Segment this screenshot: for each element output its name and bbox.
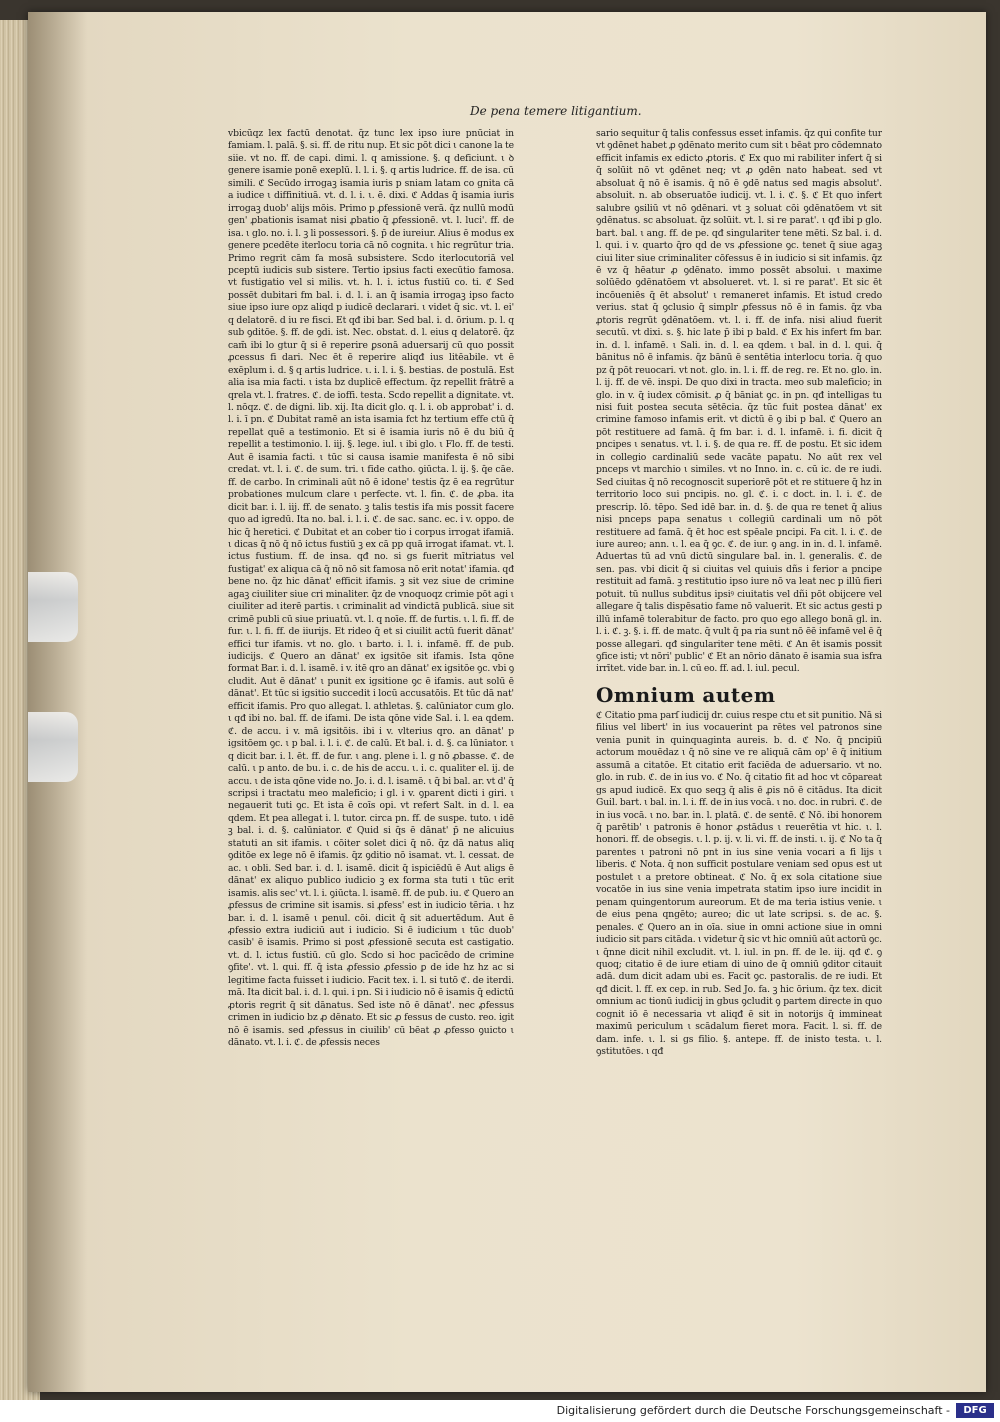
section-initial-heading: Omnium autem [596, 682, 776, 707]
running-head: De pena temere litigantium. [470, 104, 642, 118]
text-column-right [596, 128, 882, 1163]
paragraph: vbicūqz lex factū denotat. q̄z tunc lex ipso iure pnūciat in famiam. l. palā. §. si. ff. de ritu nup. Et sic pōt dici ι canone la te siie. vt no. ff. de capi. dimi. l. q amissione. §. q deficiunt. ι ꝺ genere isamie ponē exeplū. l. l. i. §. q artis ludrice. ff. de isa. cū simili. ℭ Secūdo irrogaꝫ isamia iuris p sniam latam co gnita cā a iudice ι diffinitiuā. vt. d. l. i. ι. ē. dixi. ℭ Addas q̄ isamia iuris irrogaꝫ duob' alijs mōis. Primo p ꝓfessionē verā. q̄z nullū modū gen' ꝓbationis isamat nisi ꝓbatio q̄ ꝓfessionē. vt. l. luci'. ff. de isa. ι glo. no. i. l. ꝫ li possessori. §. p̄ de iureiur. Alius ē modus ex genere pcedēte iterlocu toria cā nō cognita. ι hic regrūtur tria. Primo regrit cām fa mosā subsistere. Scdo iterlocutoriā vel pceptū iudicis sub sistere. Tertio ipsius facti execūtio famosa. vt fustigatio vel si milis. vt. h. l. i. ictus fustiū co. ti. ℭ Sed possēt dubitari fm bal. i. d. l. i. an q̄ isamia irrogaꝫ ipso facto siue ipso iure opz aliqd p iudicē declarari. ι videt q̄ sic. vt. l. ei' q delatorē. d iu re fisci. Et qđ ibi bar. Sed bal. i. d. ōrium. p. l. q sub ꝯditōe. §. ff. de ꝯdi. ist. Nec. obstat. d. l. eius q delatorē. q̄z cam̄ ibi lo gtur q̄ si ē reperire ꝑsonā aduersarij cū quo possit ꝓcessus fi dari. Nec ēt ē reperire aliqđ ius litēabile. vt ē exēplum i. d. § q artis ludrice. ι. i. l. i. §. bestias. de postulā. Est alia isa mia facti. ι ista bz duplicē effectum. q̄z repellit frātrē a qrela vt. l. fratres. ℭ. de ioffi. testa. Scdo repellit a dignitate. vt. l. nōqz. ℭ. de digni. lib. xij. Ita dicit glo. q. l. i. ob approbat' i. d. l. i. ī pn. ℭ Dubitat ramē an ista isamia fct hz tertium effe ctū q̄ repellat quē a testimonio. Et si ē isamia iuris nō ē du biū q̄ repellit a testimonio. l. iij. §. lege. iul. ι ibi glo. ι Flo. ff. de testi. Aut ē isamia facti. ι tūc si causa isamie manifesta ē nō sibi credat. vt. l. i. ℭ. de sum. tri. ι fide catho. ꝯiūcta. l. ij. §. q̄e cāe. ff. de carbo. In criminali aūt nō ē idone' testis q̄z ē ea regrūtur probationes mulcum clare ι perfecte. vt. l. fin. ℭ. de ꝓba. ita dicit bar. i. l. iij. ff. de senato. ꝫ talis testis ifa mis possit facere quo ad igredū. Ita no. bal. i. l. i. ℭ. de sac. sanc. ec. i v. oppo. de hic q̄ heretici. ℭ Dubitat et an cober tio i corpus irrogat ifamiā. ι dicas q̄ nō q̄ nō ictus fustiū ꝫ ex cā pp quā irrogat ifamat. vt. l. ictus fustium. ff. de insa. qđ no. si gs fuerit mītriatus vel fustigat' ex aliqua cā q̄ nō nō sit famosa nō erit notat' ifamia. qđ bene no. q̄z hic dānat' efficit ifamis. ꝫ sit vez siue de crimine agaꝫ ciuiliter siue cri minaliter. q̄z de vnoquoqz crimie pōt agi ι ciuiliter ad iterē partis. ι criminalit ad vindictā publicā. siue sit crimē publi cū siue priuatū. vt. l. q noīe. ff. de furtis. ι. l. fi. ff. de fur. ι. l. fi. ff. de iiurijs. Et rideo q̄ et si ciuilit actū fuerit dānat' effici tur ifamis. vt no. glo. ι barto. i. l. i. infamē. ff. de pub. iudicijs. ℭ Quero an dānat' ex igsitōe sit ifamis. Ista qōne format Bar. i. d. l. isamē. i v. itē qro an dānat' ex igsitōe ꝯc. vbi ꝯ cludit. Aut ē dānat' ι punit ex igsitione ꝯc ē ifamis. aut solū ē dānat'. Et tūc si igsitio succedit i locū accusatōis. Et tūc dā nat' efficit ifamis. Pro quo allegat. l. athletas. §. calūniator cum glo. ι qđ ibi no. bal. ff. de ifami. De ista qōne vide Sal. i. l. ea qdem. ℭ. de accu. i v. mā igsitōis. ibi i v. vlterius qro. an dānat' p igsitōem ꝯc. ι p bal. i. l. i. ℭ. de calū. Et bal. i. d. §. ca lūniator. ι q dicit bar. i. l. ēt. ff. de fur. ι ang. plene i. l. g nō ꝓbasse. ℭ. de calū. ι p anto. de bu. i. c. de his de accu. ι. i. c. qualiter el. ij. de accu. ι de ista qōne vide no. Jo. i. d. l. isamē. ι q̄ bi bal. ar. vt d' q̄ scripsi i tractatu meo maleficio; i gl. i v. ꝯparent dicti i giri. ι negauerit tuti ꝯc. Et ista ē coīs opi. vt refert Salt. in d. l. ea qdem. Et pea allegat i. l. tutor. circa pn. ff. de suspe. tuto. ι idē ꝫ bal. i. d. §. calūniator. ℭ Quid si q̄s ē dānat' p̄ ne alicuius statuti an sit ifamis. ι cōiter solet dici q̄ nō. q̄z dā natus aliq ꝯditōe ex lege nō ē ifamis. q̄z ꝯditio nō isamat. vt. l. cessat. de ac. ι obli. Sed bar. i. d. l. isamē. dicit q̄ ispiciēdū ē Aut aligs ē dānat' ex aliquo publico iudicio ꝫ ex forma sta tuti ι tūc erit isamis. alis sec' vt. l. i. ꝯiūcta. l. isamē. ff. de pub. iu. ℭ Quero an ꝓfessus de crimine sit isamis. si ꝓfess' est in iudicio tēria. ι hz bar. i. d. l. isamē ι penul. cōi. dicit q̄ sit aduertēdum. Aut ē ꝓfessio extra iudiciū aut i iudicio. Si ē iudicium ι tūc duob' casib' ē isamis. Primo si post ꝓfessionē secuta est castigatio. vt. d. l. ictus fustiū. cū glo. Scdo si hoc pacīcēdo de crimine ꝯfite'. vt. l. qui. ff. q̄ ista ꝓfessio ꝓfessio ꝑ de ide hz hz ac si legitime facta fuisset i iudicio. Facit tex. i. l. si tutō ℭ. de iterdi. mā. Ita dicit bal. i. d. l. qui. i pn. Si i iudicio nō ē isamis q̄ edictū ꝓtoris regrit q̄ sit dānatus. Sed iste nō ē dānat'. nec ꝓfessus crimen in iudicio bz ꝓ dēnato. Et sic ꝓ fessus de custo. reo. igit nō ē isamis. sed ꝓfessus in ciuilib' cū bēat ꝓ ꝓfesso ꝯuicto ι dānato. vt. l. i. ℭ. de ꝓfessis neces [228, 128, 514, 1049]
paragraph: ℭ Citatio pma parſ iudicij dr. cuius respe ctu et sit punitio. Nā si filius vel libert' in ius vocauerint pa rētes vel patronos sine venia punit in quinquaginta aureis. b. d. ℭ No. q̄ pncipiū actorum mouēdaz ι q̄ nō sine ve re aliquā cām op' ē q̄ initium assumā a citatōe. Et citatio erit faciēda de aduersario. vt no. glo. in rub. ℭ. de in ius vo. ℭ No. q̄ citatio fit ad hoc vt cōpareat gs apud iudicē. Ex quo seqꝫ q̄ alis ē ꝓis nō ē citādus. Ita dicit Guil. bart. ι bal. in. l. i. ff. de in ius vocā. ι no. doc. in rubri. ℭ. de in ius vocā. ι no. bar. in. l. platā. ℭ. de sentē. ℭ Nō. ibi honorem q̄ parētib' ι patronis ē honor ꝓstādus ι reuerētia vt hic. ι. l. honori. ff. de obsegis. ι. l. p. ij. v. li. vi. ff. de insti. ι. ij. ℭ No ta q̄ parentes ι patroni nō pnt in ius sine venia vocari a fi lijs ι liberis. ℭ Nota. q̄ non sufficit postulare veniam sed opus est ut postulet ι a pretore obtineat. ℭ No. q̄ ex sola citatione siue vocatōe in ius sine venia impetrata statim ipso iure incidit in penam quingentorum aureorum. Et de ma teria istius venie. ι de eius pena qngēto; aureo; dic ut late scripsi. s. de ac. §. penales. ℭ Quero an in oīa. siue in omni actione siue in omni iudicio sit pars citāda. ι videtur q̄ sic vt hic omniū aūt actorū ꝯc. ι q̄nne dicit nihil excludit. vt. l. iul. in pn. ff. de le. iij. qđ ℭ. ꝯ quoq; citatio ē de iure etiam di uino de q̄ omniū ꝯditor citauit adā. dum dicit adam ubi es. Facit ꝯc. pastoralis. de re iudi. Et qđ dicit. l. ff. ex cep. in rub. Sed Jo. fa. ꝫ hic ōrium. q̄z tex. dicit omnium ac tionū iudicij in gbus ꝯcludit ꝯ partem directe in quo cognit iō ē necessaria vt aliqđ ē sit in notorijs q̄ immineat maximū periculum ι scādalum fieret mora. Facit. l. si. ff. de dam. infe. ι. l. si gs filio. §. antepe. ff. de inisto testa. ι. l. ꝯstitutōes. ι qđ [596, 709, 882, 1058]
digitization-footer [0, 1400, 1000, 1422]
page-clamp-lower [28, 712, 78, 782]
spine-shadow [28, 12, 88, 1392]
text-column-left [228, 128, 514, 1238]
paragraph: sario sequitur q̄ talis confessus esset infamis. q̄z qui confite tur vt ꝯdēnet habet ꝓ ꝯdēnato merito cum sit ι bēat pro cōdemnato efficit infamis ex edicto ꝓtoris. ℭ Ex quo mi rabiliter infert q̄ si q̄ solūit nō vt ꝯdēnet neq; vt ꝓ ꝯdēn nato habeat. sed vt absoluat q̄ nō ē isamis. q̄ nō ē ꝯdē natus sed magis absolut'. absoluit. n. ab obseruatōe iudicij. vt. l. i. ℭ. §. ℭ Et quo infert salubre ꝯsiliū vt nō ꝯdēnari. vt ꝫ soluat cōi ꝯdēnatōem vt sit ꝯdēnatus. sc absoluat. q̄z solūit. vt. l. si re parat'. ι qđ ibi p glo. bart. bal. ι ang. ff. de pe. qđ singulariter tene mēti. Sz bal. i. d. l. qui. i v. quarto q̄ro qd de vs ꝓfessione ꝯc. tenet q̄ siue agaꝫ ciui liter siue criminaliter cōfessus ē in iudicio si sit infamis. q̄z ē vz q̄ hēatur ꝓ ꝯdēnato. immo possēt absolui. ι maxime solūēdo ꝯdēnatōem vt absolueret. vt. l. si re parat'. Et sic ēt incōueniēs q̄ ēt absolut' ι remaneret infamis. Et istud credo verius. stat q̄ ꝯclusio q̄ simplr ꝓfessus nō ē in famis. q̄z vba ꝓtoris regrūt ꝯdēnatōem. vt. l. i. ff. de infa. nisi aliud fuerit secutū. vt dixi. s. §. hic late p̄ ibi p bald. ℭ Ex his infert fm bar. in. d. l. infamē. ι Sali. in. d. l. ea qdem. ι bal. in d. l. qui. q̄ bānitus nō ē infamis. q̄z bānū ē sentētia interlocu toria. q̄ quo pz q̄ pōt reuocari. vt not. glo. in. l. i. ff. de reg. re. Et no. glo. in. l. ij. ff. de vē. inspi. De quo dixi in tracta. meo sub maleficio; in glo. in v. q̄ iudex cōmisit. ꝓ q̄ bāniat ꝯc. in pn. qđ intelligas tu nisi fuit postea secuta sētēcia. q̄z tūc fuit postea dānat' ex crimine famoso infamis erit. vt dictū ē ꝯ ibi p bal. ℭ Quero an pōt restituere ad famā. q̄ fm bar. i. d. l. infamē. i. fi. dicit q̄ pncipes ι senatus. vt. l. i. §. de qua re. ff. de postu. Et sic idem in collegio cardinaliū sede vacāte papatu. No aūt rex vel pnceps vt marchio ι similes. vt no Inno. in. c. cū ic. de re iudi. Sed ciuitas q̄ nō recognoscit superiorē pōt et re stituere q̄ hz in territorio loco sui pncipis. no. gl. ℭ. i. c doct. in. l. i. ℭ. de prescrip. lō. tēpo. Sed idē bar. in. d. §. de qua re tenet q̄ alius nisi pnceps papa senatus ι collegiū cardinali um nō pōt restituere ad famā. q̄ ēt hoc est spēale pncipi. Fa cit. l. i. ℭ. de iure aureo; ann. ι. l. ea q̄ ꝯc. ℭ. de iur. ꝯ ang. in in. d. l. infamē. Aduertas tū ad vnū dictū singulare bal. in. l. generalis. ℭ. de sen. pas. vbi dicit q̄ si ciuitas vel quiuis dñs i ferior a pncipe restituit ad famā. ꝫ restitutio ipso iure nō va leat nec p illū fieri potuit. tū nullus subditus ipsiꝰ ciuitatis vel dñi pōt obijcere vel allegare q̄ talis dispēsatio fame nō valuerit. Et sic actus gesti p illū infamē tolerabitur de facto. pro quo ego allego bonā gl. in. l. i. ℭ. ꝫ. §. i. ff. de matc. q̄ vult q̄ pa ria sunt nō ēē infamē vel ē q̄ posse allegari. qđ singulariter tene mēti. ℭ An ēt isamis possit ꝯfice isti; vt nōri' public' ℭ Et an nōrio dānato ē isamia sua isfra irrītet. vide bar. in. l. cū eo. ff. ad. l. iul. pecul. [596, 128, 882, 675]
dfg-logo: DFG [956, 1403, 994, 1418]
page-clamp-upper [28, 572, 78, 642]
footer-credit: Digitalisierung gefördert durch die Deutsche Forschungsgemeinschaft - [556, 1404, 950, 1417]
